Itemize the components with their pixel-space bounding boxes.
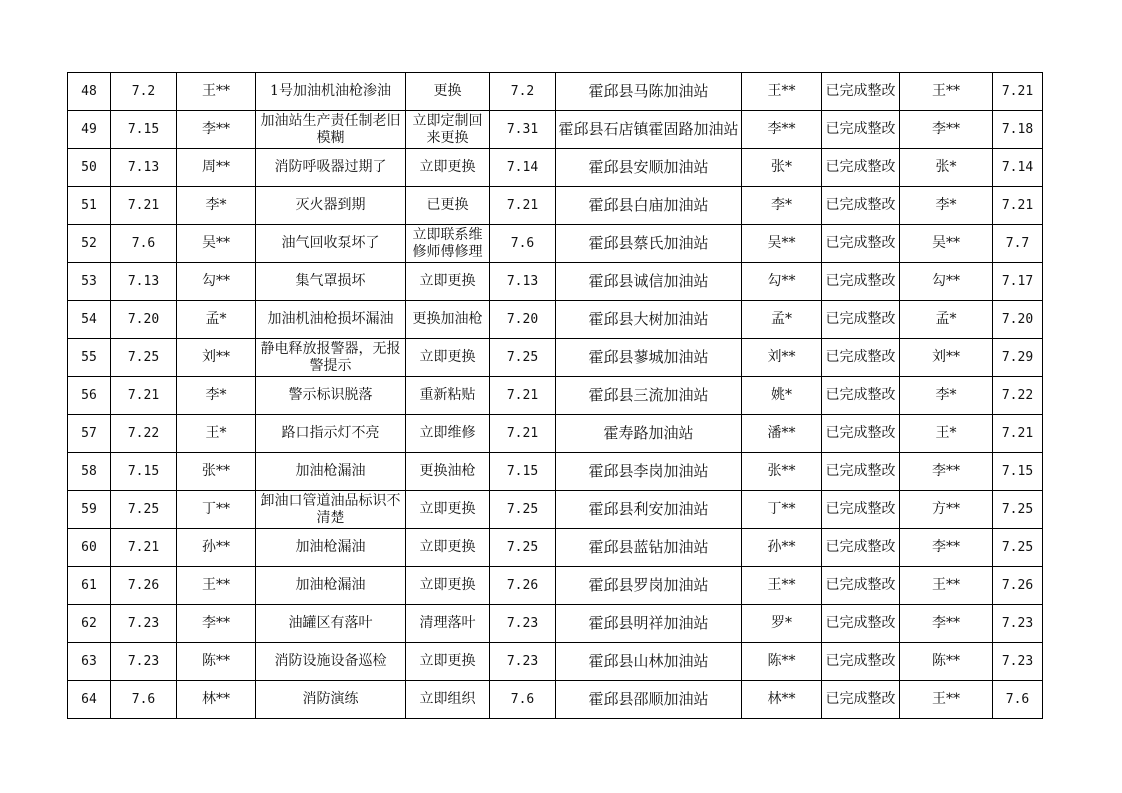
table-row <box>68 415 1043 453</box>
cell-found-date: 7.6 <box>111 681 177 719</box>
cell-found-date: 7.6 <box>111 225 177 263</box>
cell-issue: 加油枪漏油 <box>256 529 406 567</box>
cell-status: 已完成整改 <box>822 377 900 415</box>
cell-inspector: 丁** <box>177 491 256 529</box>
cell-deadline: 7.21 <box>490 377 556 415</box>
cell-station: 霍邱县白庙加油站 <box>556 187 742 225</box>
cell-no: 52 <box>68 225 111 263</box>
cell-responsible: 勾** <box>742 263 822 301</box>
table-row <box>68 149 1043 187</box>
cell-measure: 更换 <box>406 73 490 111</box>
cell-found-date: 7.15 <box>111 453 177 491</box>
cell-done-date: 7.15 <box>993 453 1043 491</box>
cell-status: 已完成整改 <box>822 681 900 719</box>
table-row <box>68 567 1043 605</box>
cell-inspector: 张** <box>177 453 256 491</box>
cell-status: 已完成整改 <box>822 111 900 149</box>
cell-station: 霍邱县李岗加油站 <box>556 453 742 491</box>
cell-no: 61 <box>68 567 111 605</box>
cell-reviewer: 孟* <box>900 301 993 339</box>
cell-station: 霍邱县邵顺加油站 <box>556 681 742 719</box>
cell-done-date: 7.25 <box>993 529 1043 567</box>
cell-status: 已完成整改 <box>822 73 900 111</box>
cell-station: 霍邱县马陈加油站 <box>556 73 742 111</box>
cell-responsible: 罗* <box>742 605 822 643</box>
cell-deadline: 7.13 <box>490 263 556 301</box>
cell-issue: 静电释放报警器，无报警提示 <box>256 339 406 377</box>
table-row <box>68 491 1043 529</box>
cell-done-date: 7.20 <box>993 301 1043 339</box>
cell-issue: 卸油口管道油品标识不清楚 <box>256 491 406 529</box>
cell-done-date: 7.17 <box>993 263 1043 301</box>
cell-deadline: 7.15 <box>490 453 556 491</box>
cell-reviewer: 张* <box>900 149 993 187</box>
cell-station: 霍寿路加油站 <box>556 415 742 453</box>
cell-status: 已完成整改 <box>822 415 900 453</box>
cell-measure: 清理落叶 <box>406 605 490 643</box>
cell-found-date: 7.25 <box>111 491 177 529</box>
cell-inspector: 王** <box>177 73 256 111</box>
cell-no: 59 <box>68 491 111 529</box>
cell-no: 57 <box>68 415 111 453</box>
cell-responsible: 王** <box>742 567 822 605</box>
cell-issue: 油罐区有落叶 <box>256 605 406 643</box>
cell-issue: 警示标识脱落 <box>256 377 406 415</box>
cell-responsible: 陈** <box>742 643 822 681</box>
cell-no: 62 <box>68 605 111 643</box>
cell-found-date: 7.23 <box>111 605 177 643</box>
cell-inspector: 勾** <box>177 263 256 301</box>
cell-measure: 立即更换 <box>406 529 490 567</box>
cell-station: 霍邱县诚信加油站 <box>556 263 742 301</box>
cell-deadline: 7.21 <box>490 187 556 225</box>
cell-responsible: 刘** <box>742 339 822 377</box>
cell-station: 霍邱县安顺加油站 <box>556 149 742 187</box>
cell-status: 已完成整改 <box>822 263 900 301</box>
cell-reviewer: 李** <box>900 605 993 643</box>
cell-measure: 立即更换 <box>406 149 490 187</box>
cell-responsible: 孙** <box>742 529 822 567</box>
cell-inspector: 孟* <box>177 301 256 339</box>
cell-found-date: 7.20 <box>111 301 177 339</box>
cell-found-date: 7.21 <box>111 377 177 415</box>
cell-done-date: 7.6 <box>993 681 1043 719</box>
cell-done-date: 7.25 <box>993 491 1043 529</box>
cell-reviewer: 王** <box>900 73 993 111</box>
cell-inspector: 孙** <box>177 529 256 567</box>
cell-station: 霍邱县蔡氏加油站 <box>556 225 742 263</box>
cell-reviewer: 王** <box>900 567 993 605</box>
cell-found-date: 7.23 <box>111 643 177 681</box>
cell-inspector: 李** <box>177 111 256 149</box>
cell-status: 已完成整改 <box>822 149 900 187</box>
cell-inspector: 王** <box>177 567 256 605</box>
cell-issue: 路口指示灯不亮 <box>256 415 406 453</box>
cell-station: 霍邱县三流加油站 <box>556 377 742 415</box>
cell-issue: 加油枪漏油 <box>256 453 406 491</box>
cell-issue: 加油站生产责任制老旧模糊 <box>256 111 406 149</box>
table-row <box>68 187 1043 225</box>
cell-measure: 立即更换 <box>406 567 490 605</box>
cell-no: 64 <box>68 681 111 719</box>
cell-measure: 立即维修 <box>406 415 490 453</box>
cell-found-date: 7.25 <box>111 339 177 377</box>
cell-issue: 消防呼吸器过期了 <box>256 149 406 187</box>
cell-status: 已完成整改 <box>822 643 900 681</box>
cell-reviewer: 勾** <box>900 263 993 301</box>
table-row <box>68 681 1043 719</box>
cell-no: 55 <box>68 339 111 377</box>
cell-found-date: 7.2 <box>111 73 177 111</box>
cell-status: 已完成整改 <box>822 491 900 529</box>
cell-done-date: 7.23 <box>993 643 1043 681</box>
cell-inspector: 刘** <box>177 339 256 377</box>
table-row <box>68 453 1043 491</box>
cell-issue: 消防演练 <box>256 681 406 719</box>
cell-measure: 更换油枪 <box>406 453 490 491</box>
cell-reviewer: 陈** <box>900 643 993 681</box>
cell-responsible: 李* <box>742 187 822 225</box>
cell-measure: 立即更换 <box>406 491 490 529</box>
cell-issue: 集气罩损坏 <box>256 263 406 301</box>
cell-inspector: 李* <box>177 377 256 415</box>
cell-issue: 1号加油机油枪渗油 <box>256 73 406 111</box>
cell-reviewer: 方** <box>900 491 993 529</box>
cell-found-date: 7.13 <box>111 149 177 187</box>
cell-done-date: 7.21 <box>993 187 1043 225</box>
cell-deadline: 7.25 <box>490 339 556 377</box>
cell-no: 63 <box>68 643 111 681</box>
cell-done-date: 7.21 <box>993 415 1043 453</box>
cell-found-date: 7.26 <box>111 567 177 605</box>
cell-station: 霍邱县明祥加油站 <box>556 605 742 643</box>
cell-status: 已完成整改 <box>822 529 900 567</box>
cell-done-date: 7.23 <box>993 605 1043 643</box>
cell-status: 已完成整改 <box>822 605 900 643</box>
table-row <box>68 377 1043 415</box>
rectification-table <box>67 72 1043 719</box>
cell-inspector: 吴** <box>177 225 256 263</box>
cell-responsible: 丁** <box>742 491 822 529</box>
cell-status: 已完成整改 <box>822 301 900 339</box>
table-row <box>68 643 1043 681</box>
cell-responsible: 林** <box>742 681 822 719</box>
cell-responsible: 孟* <box>742 301 822 339</box>
cell-station: 霍邱县石店镇霍固路加油站 <box>556 111 742 149</box>
cell-no: 51 <box>68 187 111 225</box>
cell-issue: 油气回收泵坏了 <box>256 225 406 263</box>
cell-responsible: 吴** <box>742 225 822 263</box>
cell-no: 48 <box>68 73 111 111</box>
cell-issue: 加油枪漏油 <box>256 567 406 605</box>
cell-deadline: 7.2 <box>490 73 556 111</box>
cell-no: 56 <box>68 377 111 415</box>
cell-status: 已完成整改 <box>822 187 900 225</box>
cell-reviewer: 刘** <box>900 339 993 377</box>
cell-deadline: 7.25 <box>490 529 556 567</box>
cell-station: 霍邱县利安加油站 <box>556 491 742 529</box>
cell-no: 50 <box>68 149 111 187</box>
cell-done-date: 7.18 <box>993 111 1043 149</box>
cell-inspector: 李* <box>177 187 256 225</box>
cell-responsible: 姚* <box>742 377 822 415</box>
cell-measure: 已更换 <box>406 187 490 225</box>
cell-found-date: 7.13 <box>111 263 177 301</box>
cell-reviewer: 李* <box>900 187 993 225</box>
cell-deadline: 7.14 <box>490 149 556 187</box>
table-row <box>68 605 1043 643</box>
cell-found-date: 7.21 <box>111 529 177 567</box>
cell-issue: 灭火器到期 <box>256 187 406 225</box>
cell-inspector: 陈** <box>177 643 256 681</box>
cell-no: 58 <box>68 453 111 491</box>
cell-status: 已完成整改 <box>822 567 900 605</box>
cell-no: 53 <box>68 263 111 301</box>
cell-reviewer: 李* <box>900 377 993 415</box>
cell-done-date: 7.7 <box>993 225 1043 263</box>
cell-status: 已完成整改 <box>822 225 900 263</box>
cell-measure: 立即组织 <box>406 681 490 719</box>
cell-done-date: 7.29 <box>993 339 1043 377</box>
cell-inspector: 林** <box>177 681 256 719</box>
cell-responsible: 张* <box>742 149 822 187</box>
cell-done-date: 7.14 <box>993 149 1043 187</box>
cell-measure: 重新粘贴 <box>406 377 490 415</box>
cell-done-date: 7.22 <box>993 377 1043 415</box>
table-body <box>68 73 1043 719</box>
cell-responsible: 潘** <box>742 415 822 453</box>
cell-deadline: 7.25 <box>490 491 556 529</box>
cell-station: 霍邱县大树加油站 <box>556 301 742 339</box>
cell-reviewer: 李** <box>900 453 993 491</box>
cell-deadline: 7.6 <box>490 225 556 263</box>
cell-responsible: 张** <box>742 453 822 491</box>
cell-deadline: 7.23 <box>490 643 556 681</box>
cell-measure: 立即更换 <box>406 263 490 301</box>
table-row <box>68 529 1043 567</box>
cell-measure: 更换加油枪 <box>406 301 490 339</box>
cell-deadline: 7.20 <box>490 301 556 339</box>
cell-deadline: 7.31 <box>490 111 556 149</box>
table-row <box>68 263 1043 301</box>
cell-measure: 立即联系维修师傅修理 <box>406 225 490 263</box>
cell-measure: 立即定制回来更换 <box>406 111 490 149</box>
cell-status: 已完成整改 <box>822 339 900 377</box>
cell-deadline: 7.6 <box>490 681 556 719</box>
cell-no: 49 <box>68 111 111 149</box>
cell-issue: 加油机油枪损坏漏油 <box>256 301 406 339</box>
table-row <box>68 301 1043 339</box>
cell-inspector: 李** <box>177 605 256 643</box>
cell-inspector: 王* <box>177 415 256 453</box>
cell-inspector: 周** <box>177 149 256 187</box>
cell-deadline: 7.21 <box>490 415 556 453</box>
table-row <box>68 73 1043 111</box>
cell-found-date: 7.22 <box>111 415 177 453</box>
table-row <box>68 339 1043 377</box>
cell-reviewer: 李** <box>900 529 993 567</box>
cell-reviewer: 李** <box>900 111 993 149</box>
table-row <box>68 225 1043 263</box>
table-row <box>68 111 1043 149</box>
cell-no: 60 <box>68 529 111 567</box>
cell-found-date: 7.21 <box>111 187 177 225</box>
cell-reviewer: 王* <box>900 415 993 453</box>
cell-responsible: 王** <box>742 73 822 111</box>
cell-reviewer: 吴** <box>900 225 993 263</box>
cell-deadline: 7.23 <box>490 605 556 643</box>
cell-no: 54 <box>68 301 111 339</box>
cell-status: 已完成整改 <box>822 453 900 491</box>
cell-issue: 消防设施设备巡检 <box>256 643 406 681</box>
cell-station: 霍邱县山林加油站 <box>556 643 742 681</box>
cell-done-date: 7.26 <box>993 567 1043 605</box>
cell-measure: 立即更换 <box>406 643 490 681</box>
cell-responsible: 李** <box>742 111 822 149</box>
cell-deadline: 7.26 <box>490 567 556 605</box>
cell-station: 霍邱县蓝钻加油站 <box>556 529 742 567</box>
cell-found-date: 7.15 <box>111 111 177 149</box>
cell-measure: 立即更换 <box>406 339 490 377</box>
cell-reviewer: 王** <box>900 681 993 719</box>
cell-station: 霍邱县罗岗加油站 <box>556 567 742 605</box>
cell-station: 霍邱县蓼城加油站 <box>556 339 742 377</box>
cell-done-date: 7.21 <box>993 73 1043 111</box>
